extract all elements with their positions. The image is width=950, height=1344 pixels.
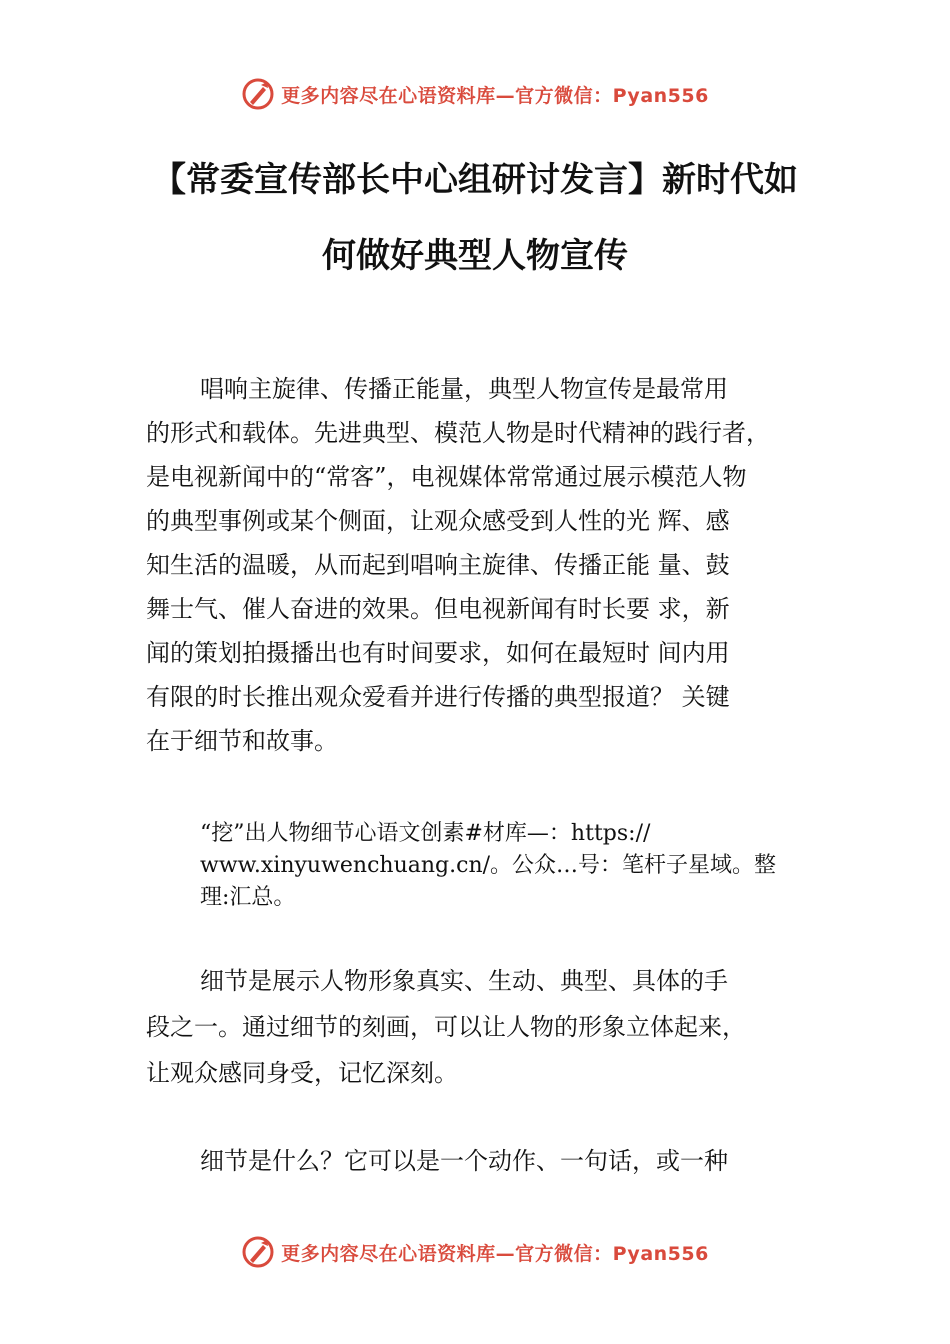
para1-line-3: 是电视新闻中的“常客”，电视媒体常常通过展示模范人物 <box>146 463 747 491</box>
pen-circle-logo-icon <box>241 1235 275 1269</box>
note-line-1: “挖”出人物细节心语文创素#材库—：https:// <box>200 821 651 846</box>
pen-circle-logo-icon <box>241 77 275 111</box>
para2-line-2: 段之一。通过细节的刻画，可以让人物的形象立体起来， <box>146 1013 746 1041</box>
para1-line-5: 知生活的温暖，从而起到唱响主旋律、传播正能 量、鼓 <box>146 551 730 579</box>
header-banner-text: 更多内容尽在心语资料库—官方微信：Pyan556 <box>281 84 709 107</box>
para1-line-2: 的形式和载体。先进典型、模范人物是时代精神的践行者， <box>146 419 770 447</box>
para1-line-8: 有限的时长推出观众爱看并进行传播的典型报道？ 关键 <box>146 683 730 711</box>
document-title-line-1: 【常委宣传部长中心组研讨发言】新时代如 <box>152 160 798 200</box>
para1-line-9: 在于细节和故事。 <box>146 727 338 755</box>
footer-banner-text: 更多内容尽在心语资料库—官方微信：Pyan556 <box>281 1242 709 1265</box>
para1-line-6: 舞士气、催人奋进的效果。但电视新闻有时长要 求，新 <box>146 595 730 623</box>
document-title-line-2: 何做好典型人物宣传 <box>322 236 628 276</box>
note-line-2: www.xinyuwenchuang.cn/。公众…号：笔杆子星域。整 <box>200 853 777 878</box>
footer-banner <box>0 1232 950 1272</box>
para1-line-7: 闻的策划拍摄播出也有时间要求，如何在最短时 间内用 <box>146 639 730 667</box>
header-banner <box>0 74 950 114</box>
para2-line-3: 让观众感同身受，记忆深刻。 <box>146 1059 458 1087</box>
para3-line-1: 细节是什么？它可以是一个动作、一句话，或一种 <box>200 1147 728 1175</box>
para1-line-1: 唱响主旋律、传播正能量，典型人物宣传是最常用 <box>200 375 728 403</box>
note-line-3: 理:汇总。 <box>200 885 296 910</box>
para2-line-1: 细节是展示人物形象真实、生动、典型、具体的手 <box>200 967 728 995</box>
para1-line-4: 的典型事例或某个侧面，让观众感受到人性的光 辉、感 <box>146 507 730 535</box>
